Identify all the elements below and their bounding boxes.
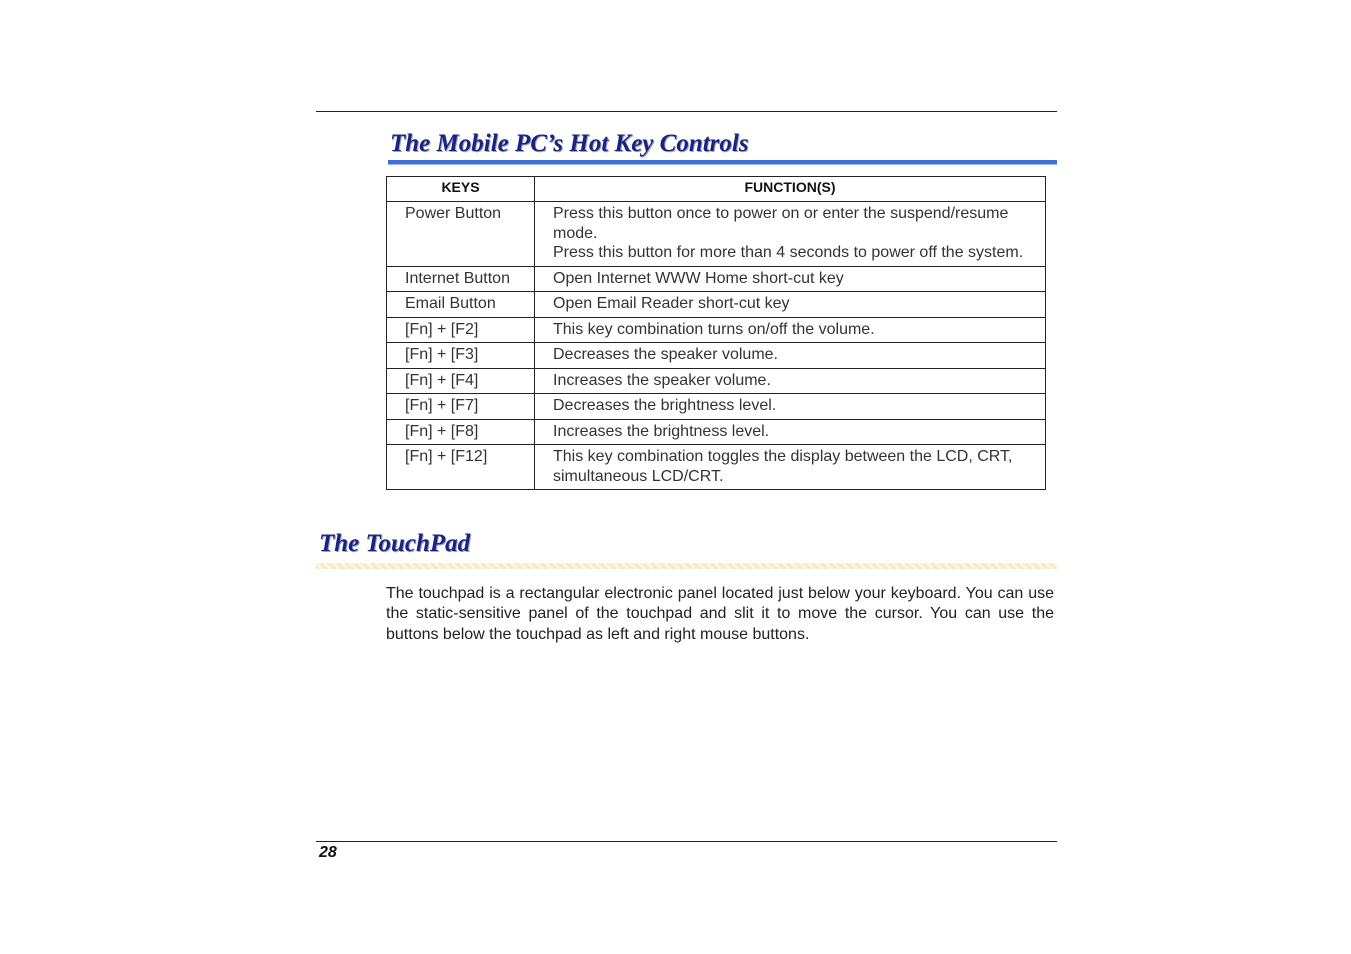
function-line: Press this button for more than 4 seconds to power off the system. [553, 244, 1024, 261]
function-cell [535, 343, 1046, 369]
table-row [387, 266, 1046, 292]
table-row [387, 394, 1046, 420]
table-row [387, 202, 1046, 267]
function-cell [535, 266, 1046, 292]
functions-column-header: FUNCTION(S) [535, 177, 1046, 202]
hot-key-table [386, 176, 1046, 490]
table-row [387, 317, 1046, 343]
function-cell [535, 202, 1046, 267]
function-line: Decreases the speaker volume. [553, 346, 778, 363]
bottom-rule [316, 841, 1057, 842]
table-row [387, 419, 1046, 445]
section-title-hot-keys: The Mobile PC’s Hot Key Controls [390, 130, 749, 157]
function-line: Increases the brightness level. [553, 422, 770, 440]
table-row [387, 343, 1046, 369]
key-cell: Internet Button [387, 266, 535, 292]
function-line: Press this button once to power on or enter the suspend/resume mode. [553, 205, 1009, 242]
key-cell: Email Button [387, 292, 535, 318]
key-cell: [Fn] + [F7] [387, 394, 535, 420]
key-cell: [Fn] + [F8] [387, 419, 535, 445]
key-cell: [Fn] + [F12] [387, 445, 535, 490]
function-cell [535, 292, 1046, 318]
title-underline-decorative [316, 563, 1057, 569]
key-cell: [Fn] + [F2] [387, 317, 535, 343]
function-cell [535, 445, 1046, 490]
touchpad-description: The touchpad is a rectangular electronic panel located just below your keyboard. You can use the static-sensitive panel of the touchpad and slit it to move the cursor. You can use the buttons below the touchpad as left and right mouse buttons. [386, 585, 1054, 643]
table-body [387, 202, 1046, 490]
function-line: Increases the speaker volume. [553, 371, 771, 389]
table-header-row [387, 177, 1046, 202]
function-line: This key combination toggles the display between the LCD, CRT, simultaneous LCD/CRT. [553, 448, 1013, 485]
function-line: This key combination turns on/off the volume. [553, 320, 875, 338]
key-cell: Power Button [387, 202, 535, 267]
page-number: 28 [319, 844, 337, 861]
function-line: Open Internet WWW Home short-cut key [553, 269, 844, 287]
table-row [387, 292, 1046, 318]
section-title-touchpad: The TouchPad [319, 530, 471, 557]
function-cell [535, 419, 1046, 445]
table-row [387, 368, 1046, 394]
function-cell [535, 368, 1046, 394]
title-underline [388, 160, 1057, 165]
function-cell [535, 317, 1046, 343]
key-cell: [Fn] + [F3] [387, 343, 535, 369]
function-line: Open Email Reader short-cut key [553, 295, 790, 312]
key-cell: [Fn] + [F4] [387, 368, 535, 394]
function-line: Decreases the brightness level. [553, 397, 777, 414]
function-cell [535, 394, 1046, 420]
table-row [387, 445, 1046, 490]
top-rule [316, 111, 1057, 112]
keys-column-header: KEYS [387, 177, 535, 202]
